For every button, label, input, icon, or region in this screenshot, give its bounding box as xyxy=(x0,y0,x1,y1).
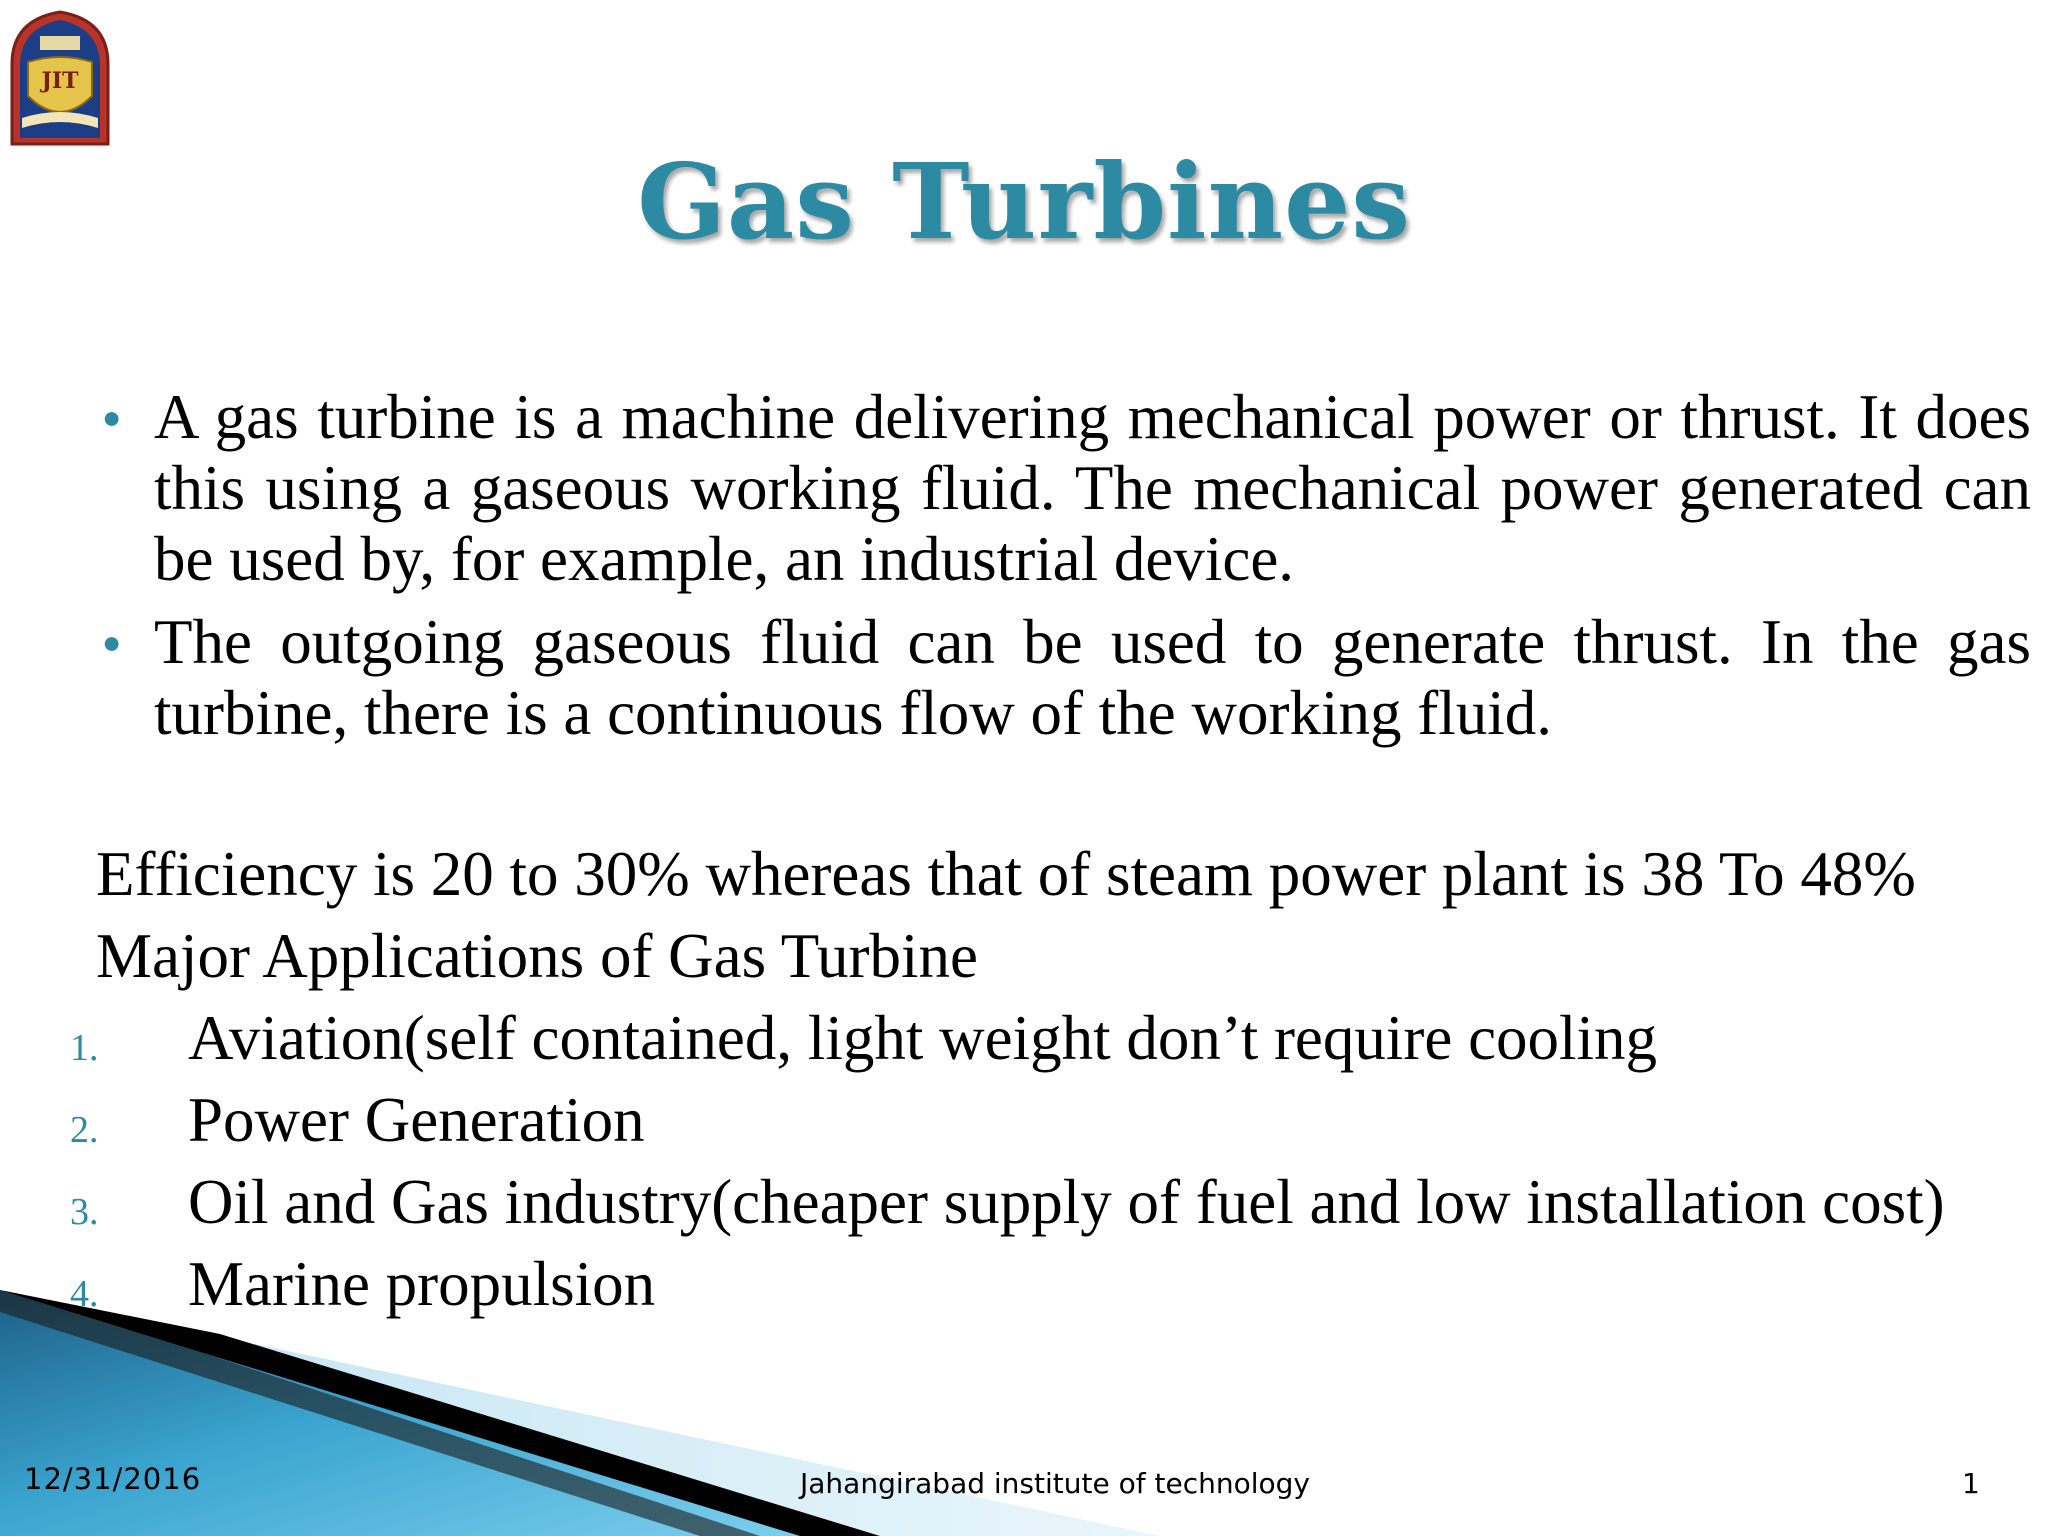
list-item-text: Oil and Gas industry(cheaper supply of fuel and low installation cost) xyxy=(188,1167,1945,1237)
footer-date: 12/31/2016 xyxy=(24,1462,202,1496)
list-number: 1. xyxy=(70,1027,99,1069)
list-item-text: Aviation(self contained, light weight don’t require cooling xyxy=(188,1003,1658,1073)
bullet-dot-icon: ● xyxy=(102,399,122,435)
list-item xyxy=(70,1004,2030,1086)
bullet-text: The outgoing gaseous fluid can be used to generate thrust. In the gas turbine, there is a continuous flow of the working fluid. xyxy=(154,607,2031,748)
list-item xyxy=(70,1168,2030,1250)
list-number: 2. xyxy=(70,1109,99,1151)
bullet-item xyxy=(96,607,2031,749)
logo-lettering: JIT xyxy=(41,68,79,94)
list-item-text: Marine propulsion xyxy=(188,1249,656,1319)
slide-title: Gas Turbines xyxy=(637,140,1411,263)
list-number: 4. xyxy=(70,1273,99,1315)
list-number: 3. xyxy=(70,1191,99,1233)
list-item xyxy=(70,1086,2030,1168)
bullet-dot-icon: ● xyxy=(102,624,122,660)
college-logo xyxy=(6,6,114,146)
applications-list xyxy=(70,1004,2030,1332)
bullet-list xyxy=(96,382,2031,761)
bullet-text: A gas turbine is a machine delivering mechanical power or thrust. It does this using a gaseous working fluid. The mechanical power generated can be used by, for example, an industrial device. xyxy=(154,382,2031,594)
efficiency-text: Efficiency is 20 to 30% whereas that of steam power plant is 38 To 48% xyxy=(96,839,1916,909)
page-number: 1 xyxy=(1962,1467,1980,1500)
applications-heading: Major Applications of Gas Turbine xyxy=(96,921,978,991)
list-item-text: Power Generation xyxy=(188,1085,645,1155)
footer-institution: Jahangirabad institute of technology xyxy=(800,1467,1310,1500)
bullet-item xyxy=(96,382,2031,595)
